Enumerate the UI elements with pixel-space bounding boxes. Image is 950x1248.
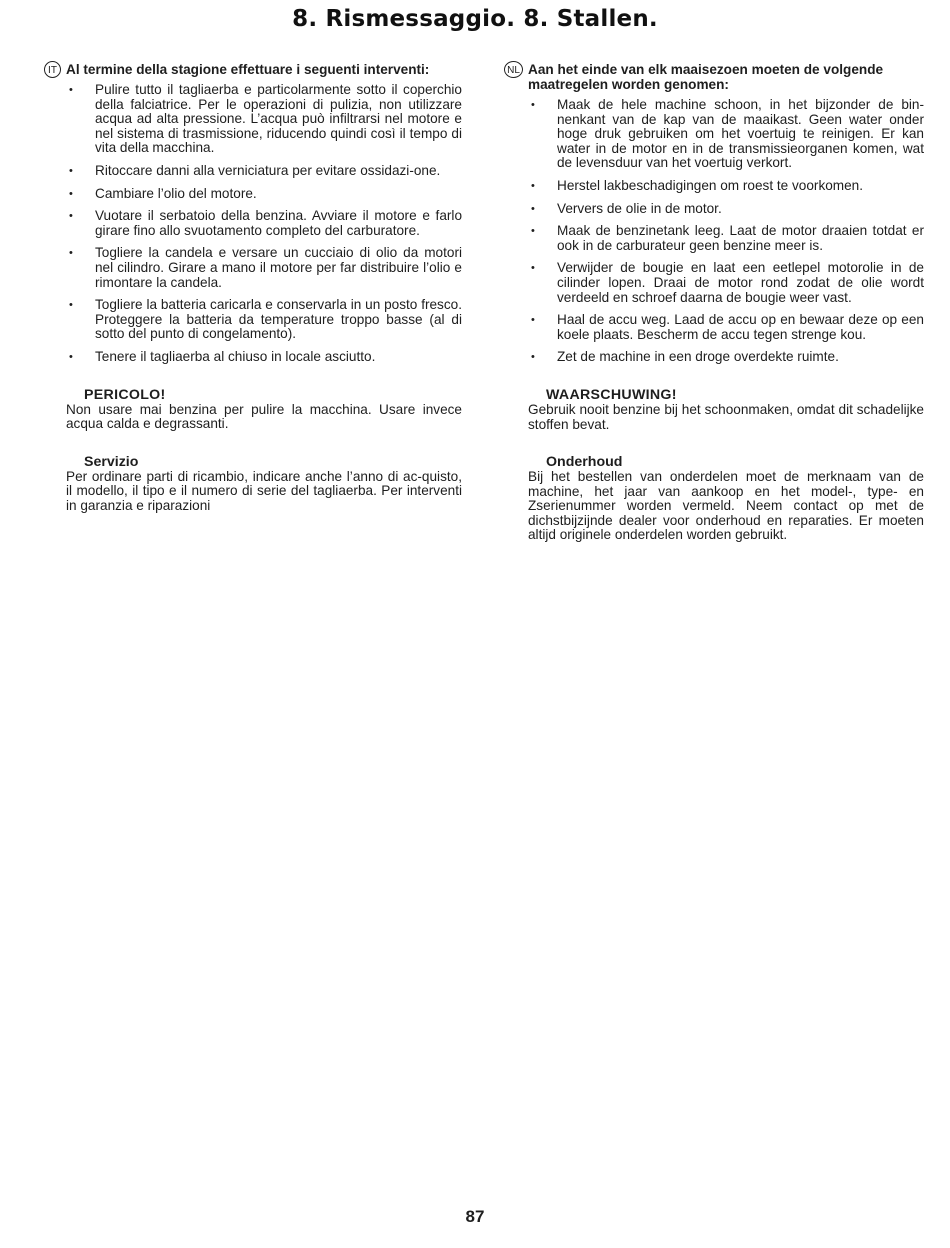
page-number: 87 bbox=[465, 1207, 485, 1226]
list-item: • Vuotare il serbatoio della benzina. Avviare il motore e farlo girare fino allo svuotamento completo del carburatore. bbox=[69, 208, 462, 238]
bullet-icon: • bbox=[531, 225, 535, 238]
dutch-steps-list bbox=[528, 98, 924, 365]
bullet-icon: • bbox=[531, 202, 535, 215]
list-item: • Cambiare l’olio del motore. bbox=[69, 185, 257, 201]
list-item: • Maak de hele machine schoon, in het bijzonder de bin-nenkant van de kap van de maaikast. Geen water onder hoge druk gebruiken om het voertuig te reinigen. Er kan water in de motor en in de transmissieorganen komen, wat de levensduur van het voertuig verkort. bbox=[531, 97, 924, 171]
italian-column bbox=[48, 62, 462, 513]
italian-service-text: Per ordinare parti di ricambio, indicare anche l’anno di ac-quisto, il modello, il tipo e il numero di serie del tagliaerba. Per interventi in garanzia e riparazioni bbox=[66, 468, 462, 513]
italian-intro bbox=[48, 62, 462, 77]
list-item: • Herstel lakbeschadigingen om roest te voorkomen. bbox=[531, 177, 864, 193]
bullet-icon: • bbox=[69, 164, 73, 177]
bullet-icon: • bbox=[69, 210, 73, 223]
bullet-icon: • bbox=[69, 350, 73, 363]
dutch-service-heading: Onderhoud bbox=[546, 454, 623, 471]
italian-service-heading: Servizio bbox=[84, 453, 139, 470]
italian-steps-list bbox=[66, 83, 462, 365]
bullet-icon: • bbox=[531, 314, 535, 327]
dutch-service-text: Bij het bestellen van onderdelen moet de merknaam van de machine, het jaar van aankoop en het model-, type- en Zserienummer worden vermeld. Neem contact op met de dichstbijzijnde dealer voor onderhoud en reparaties. Er moeten altijd originele onderdelen worden gebruikt. bbox=[528, 469, 924, 543]
dutch-warning-heading: WAARSCHUWING! bbox=[546, 386, 677, 403]
italian-warning-heading: PERICOLO! bbox=[84, 386, 166, 403]
language-badge-nl: NL bbox=[504, 61, 523, 78]
dutch-column bbox=[507, 62, 924, 543]
bullet-icon: • bbox=[531, 351, 535, 364]
list-item: • Togliere la candela e versare un cucciaio di olio da motori nel cilindro. Girare a mano il motore per far distribuire l’olio e rimontare la candela. bbox=[69, 245, 462, 290]
bullet-icon: • bbox=[531, 99, 535, 111]
italian-warning-text: Non usare mai benzina per pulire la macchina. Usare invece acqua calda e degrassanti. bbox=[66, 401, 462, 432]
list-item: • Pulire tutto il tagliaerba e particolarmente sotto il coperchio della falciatrice. Per le operazioni di pulizia, non utilizzare acqua ad alta pressione. L’acqua può infiltrarsi nel motore e nel sistema di trasmissione, riducendo quindi così il tempo di vita della macchina. bbox=[69, 82, 462, 156]
list-item: • Maak de benzinetank leeg. Laat de motor draaien totdat er ook in de carburateur geen benzine meer is. bbox=[531, 223, 924, 253]
list-item: • Haal de accu weg. Laad de accu op en bewaar deze op een koele plaats. Bescherm de accu tegen strenge kou. bbox=[531, 312, 924, 342]
list-item: • Zet de machine in een droge overdekte ruimte. bbox=[531, 349, 839, 365]
bullet-icon: • bbox=[69, 187, 73, 200]
dutch-intro bbox=[507, 62, 924, 92]
bullet-icon: • bbox=[69, 84, 73, 96]
italian-intro-text: Al termine della stagione effettuare i seguenti interventi: bbox=[66, 62, 430, 77]
bullet-icon: • bbox=[531, 262, 535, 275]
list-item: • Togliere la batteria caricarla e conservarla in un posto fresco. Proteggere la batteria da temperature troppo basse (al di sotto del punto di congelamento). bbox=[69, 297, 462, 342]
page-title: 8. Rismessaggio. 8. Stallen. bbox=[292, 6, 658, 32]
dutch-warning-text: Gebruik nooit benzine bij het schoonmaken, omdat dit schadelijke stoffen bevat. bbox=[528, 401, 924, 432]
list-item: • Tenere il tagliaerba al chiuso in locale asciutto. bbox=[69, 348, 376, 364]
bullet-icon: • bbox=[69, 247, 73, 260]
list-item: • Verwijder de bougie en laat een eetlepel motorolie in de cilinder lopen. Draai de motor rond zodat de olie wordt verdeeld en schroef daarna de bougie weer vast. bbox=[531, 260, 924, 305]
bullet-icon: • bbox=[69, 299, 73, 312]
language-badge-it: IT bbox=[44, 61, 61, 78]
list-item: • Ververs de olie in de motor. bbox=[531, 200, 722, 216]
bullet-icon: • bbox=[531, 179, 535, 192]
dutch-intro-text: Aan het einde van elk maaisezoen moeten de volgende maatregelen worden genomen: bbox=[528, 62, 884, 92]
list-item: • Ritoccare danni alla verniciatura per evitare ossidazi-one. bbox=[69, 162, 441, 178]
